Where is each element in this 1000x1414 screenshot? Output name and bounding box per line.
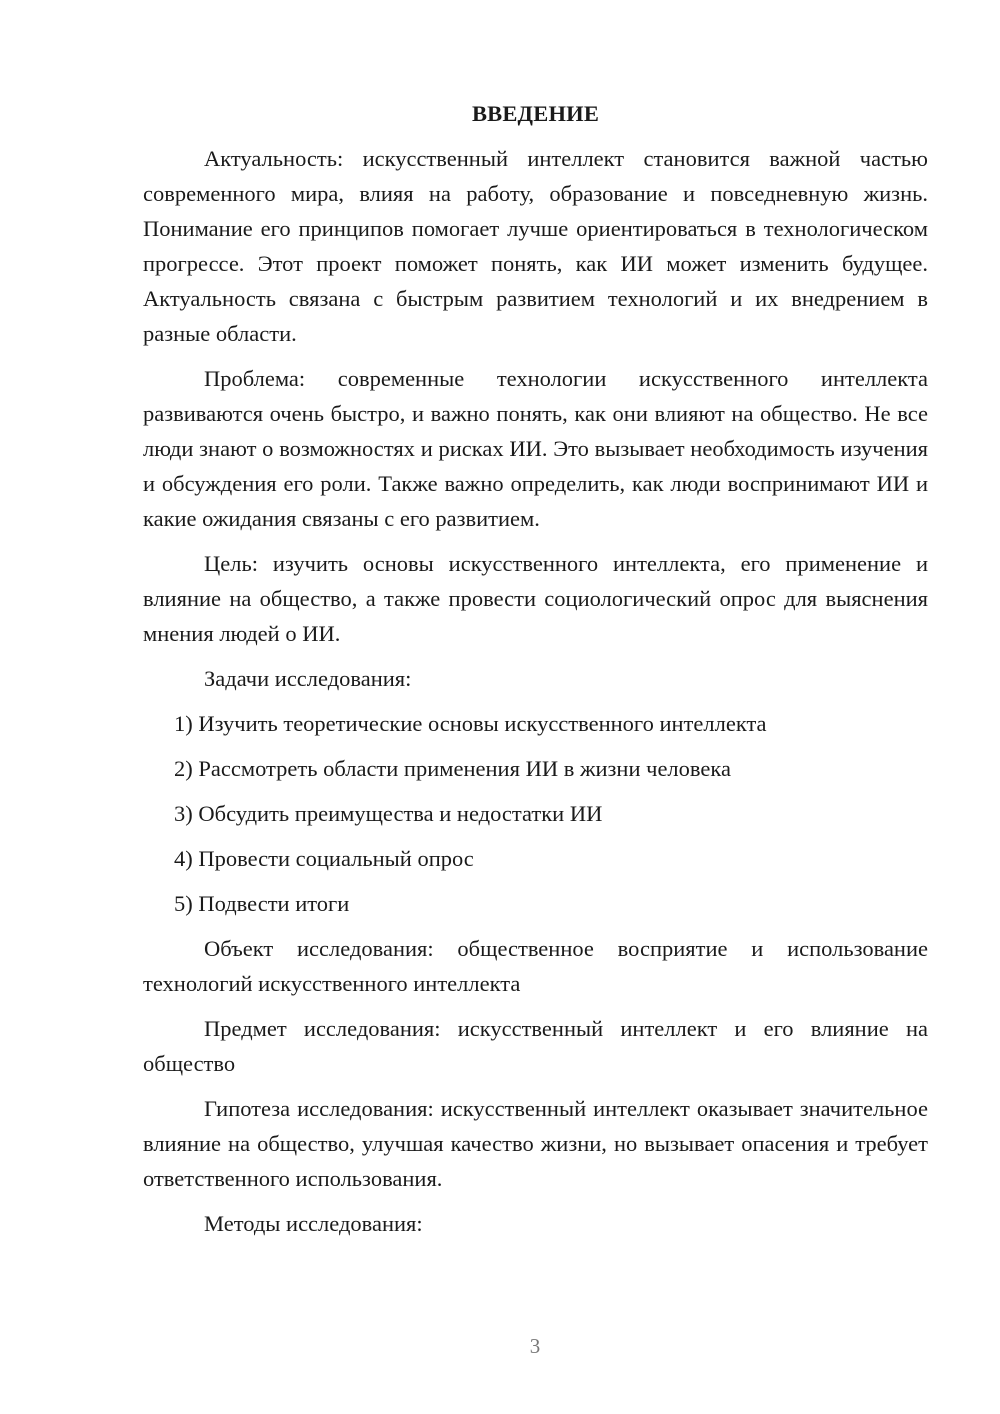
list-item: 1) Изучить теоретические основы искусственного интеллекта	[174, 711, 767, 736]
problem-paragraph: Проблема: современные технологии искусственного интеллекта развиваются очень быстро, и важно понять, как они влияют на общество. Не все люди знают о возможностях и рисках ИИ. Это вызывает необходимость изучения и обсуждения его роли. Также важно определить, как люди воспринимают ИИ и какие ожидания связаны с его развитием.	[143, 366, 928, 531]
document-body	[143, 96, 928, 1251]
list-item: 4) Провести социальный опрос	[174, 846, 474, 871]
page-number: 3	[529, 1334, 541, 1358]
methods-title: Методы исследования:	[204, 1211, 423, 1236]
object-paragraph: Объект исследования: общественное восприятие и использование технологий искусственного интеллекта	[143, 936, 928, 996]
list-item: 5) Подвести итоги	[174, 891, 350, 916]
tasks-title: Задачи исследования:	[204, 666, 412, 691]
hypothesis-paragraph: Гипотеза исследования: искусственный интеллект оказывает значительное влияние на общество, улучшая качество жизни, но вызывает опасения и требует ответственного использования.	[143, 1096, 928, 1191]
list-item: 3) Обсудить преимущества и недостатки ИИ	[174, 801, 603, 826]
goal-paragraph: Цель: изучить основы искусственного интеллекта, его применение и влияние на общество, а также провести социологический опрос для выяснения мнения людей о ИИ.	[143, 551, 928, 646]
list-item: 2) Рассмотреть области применения ИИ в жизни человека	[174, 756, 731, 781]
section-heading: ВВЕДЕНИЕ	[471, 101, 600, 126]
tasks-list	[143, 706, 928, 921]
relevance-paragraph: Актуальность: искусственный интеллект становится важной частью современного мира, влияя на работу, образование и повседневную жизнь. Понимание его принципов помогает лучше ориентироваться в технологическом прогрессе. Этот проект поможет понять, как ИИ может изменить будущее. Актуальность связана с быстрым развитием технологий и их внедрением в разные области.	[143, 146, 928, 346]
subject-paragraph: Предмет исследования: искусственный интеллект и его влияние на общество	[143, 1016, 928, 1076]
